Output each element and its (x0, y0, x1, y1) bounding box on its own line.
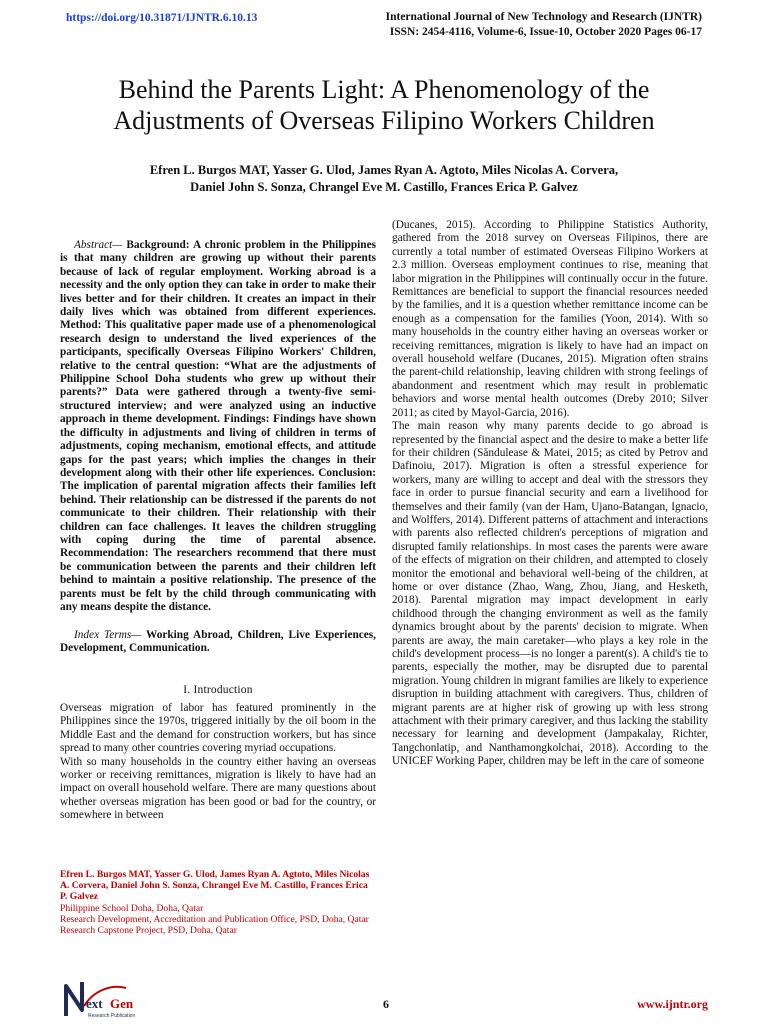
journal-name: International Journal of New Technology and Research (IJNTR) (385, 11, 702, 23)
svg-text:ext: ext (86, 996, 103, 1011)
abstract-label: Abstract— (74, 239, 123, 251)
svg-text:Gen: Gen (110, 996, 134, 1011)
affiliation-line-1: Philippine School Doha, Doha, Qatar (60, 902, 204, 914)
paper-title: Behind the Parents Light: A Phenomenology of the Adjustments of Overseas Filipino Workers Children (113, 75, 655, 135)
doi-link[interactable]: https://doi.org/10.31871/IJNTR.6.10.13 (66, 12, 258, 24)
affiliation-names: Efren L. Burgos MAT, Yasser G. Ulod, James Ryan A. Agtoto, Miles Nicolas A. Corvera, Daniel John S. Sonza, Chrangel Eve M. Castillo, Frances Erica P. Galvez (60, 869, 370, 903)
intro-paragraph-2: With so many households in the country either having an overseas worker or receiving remittances, migration is likely to have had an impact on overall household welfare. There are many questions about whether overseas migration has been good or bad for the country, or somewhere in between (60, 755, 376, 822)
publisher-logo-icon (60, 976, 152, 1020)
journal-header (386, 10, 702, 40)
right-column-body (392, 219, 708, 769)
affiliation-line-2: Research Development, Accreditation and Publication Office, PSD, Doha, Qatar (60, 913, 369, 925)
journal-website-link[interactable]: www.ijntr.org (637, 997, 708, 1011)
intro-paragraph-1: Overseas migration of labor has featured prominently in the Philippines since the 1970s, triggered initially by the oil boom in the Middle East and the demand for construction workers, but has since spread to many other countries covering myriad occupations. (60, 702, 376, 755)
author-affiliation (60, 869, 376, 936)
index-terms-label: Index Terms— (74, 629, 142, 641)
author-list (70, 162, 698, 196)
introduction-body (60, 702, 376, 823)
affiliation-line-3: Research Capstone Project, PSD, Doha, Qatar (60, 925, 237, 937)
abstract (60, 239, 376, 614)
index-terms-text: Working Abroad, Children, Live Experiences, Development, Communication. (60, 629, 376, 655)
abstract-text: Background: A chronic problem in the Philippines is that many children are growing up without their parents because of lack of regular employment. Working abroad is a necessity and the only option they can take in order to make their lives better and for their children. It creates an impact in their daily lives which was obtained from different experiences. Method: This qualitative paper made use of a phenomenological research design to understand the lived experiences of the participants, specifically Overseas Filipino Workers' Children, relative to the central question: “What are the adjustments of Philippine School Doha students who grew up without their parents?” Data were gathered through a twenty-five semi-structured interview; and were analyzed using an inductive approach in theme development. Findings: Findings have shown the difficulty in adjustments and living of children in terms of adjustments, coping mechanism, emotional effects, and attitude gaps for the past years; which implies the changes in their development along with their other life experiences. Conclusion: The implication of parental migration affects their families left behind. Their relationship can be distressed if the parents do not communicate to their children. Their relationship with their children can face challenges. It leaves the children struggling with coping during the time of parental absence. Recommendation: The researchers recommend that there must be communication between the parents and their children left behind to maintain a positive relationship. The presence of the parents must be felt by the child through communicating with any means despite the distance. (60, 239, 376, 613)
authors-line-2: Daniel John S. Sonza, Chrangel Eve M. Castillo, Frances Erica P. Galvez (190, 180, 578, 194)
right-paragraph-1: (Ducanes, 2015). According to Philippine Statistics Authority, gathered from the 2018 survey on Overseas Filipinos, there are currently a total number of estimated Overseas Filipino Workers at 2.3 million. Overseas employment continues to rise, meaning that labor migration in the Philippines will continually occur in the future. Remittances are beneficial to support the financial resources needed by the families, and it is a question whether remittance income can be enough as a compensation for the families (Yoon, 2014). With so many households in the country either having an overseas worker or receiving remittances, migration is likely to have had an impact on overall household welfare (Ducanes, 2015). Migration often strains the parent-child relationship, leaving children with strong feelings of abandonment and resentment which may result in problematic behaviors and worse mental health outcomes (Dreby 2010; Silver 2011; as cited by Mayol-Garcia, 2016). (392, 219, 708, 419)
journal-issue: ISSN: 2454-4116, Volume-6, Issue-10, October 2020 Pages 06-17 (389, 26, 702, 38)
index-terms (60, 629, 376, 656)
right-paragraph-2: The main reason why many parents decide to go abroad is represented by the financial aspect and the desire to make a better life for their children (Săndulease & Matei, 2015; as cited by Petrov and Dafinoiu, 2017). Migration is often a stressful experience for workers, many are willing to accept and deal with the stressors they face in order to pursue financial security and earn a livelihood for themselves and their family (van der Ham, Ujano-Batangan, Ignacio, and Wolffers, 2014). Different patterns of attachment and interactions with parents also reflected children's perceptions of migration and disrupted family relationships. In most cases the parents were aware of the effects of migration on their children, and attempted to closely monitor the emotional and behavioral well-being of the children, at home or over distance (Zhao, Wang, Zhou, Jiang, and Hesketh, 2018). Parental migration may impact development in early childhood through the changing environment as well as the family dynamics brought about by the parents' decision to migrate. When parents are away, the main caretaker—who plays a key role in the child's development process—is no longer a parent(s). A child's tie to parents, especially the mother, may be disrupted due to parental migration. Young children in migrant families are likely to experience disruption in building attachment with caregivers. Thus, children of migrant parents are at higher risk of growing up with less strong attachment with their primary caregiver, and thus lacking the stability necessary for learning and development (Jampakalay, Richter, Tangchonlatip, and Nanthamongkolchai, 2018). According to the UNICEF Working Paper, children may be left in the care of someone (392, 420, 708, 768)
section-heading-introduction: I. Introduction (183, 684, 253, 696)
authors-line-1: Efren L. Burgos MAT, Yasser G. Ulod, James Ryan A. Agtoto, Miles Nicolas A. Corvera, (149, 163, 619, 177)
page-number: 6 (383, 997, 389, 1011)
svg-text:Research Publication: Research Publication (88, 1013, 136, 1019)
